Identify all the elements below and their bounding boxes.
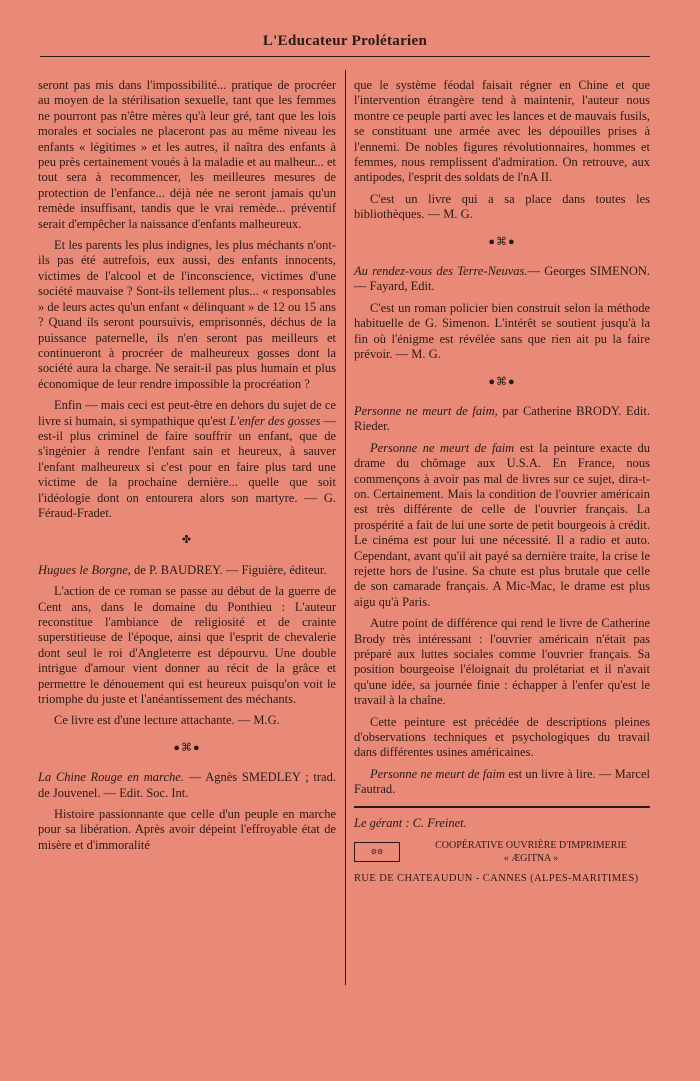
- review-title: La Chine Rouge en marche.: [38, 770, 184, 785]
- article-paragraph: [38, 398, 336, 521]
- ornament-separator: ●⌘●: [488, 235, 516, 248]
- article-continuation-paragraph: seront pas mis dans l'impossibilité... pratique de procréer au moyen de la stérilisation sexuelle, tant que les femmes ne pourront pas n'être mères qu'à leur gré, tant que les lois morales et sociales ne placeront pas au même niveau les enfants « légitimes » et les autres, il naîtra des enfants à peu près certainement voués à la maladie et au malheur... et tout sera à recommencer, les meilleures mesures de protection de l'enfance... déjà née ne seront jamais qu'un remède insuffisant, tandis que le vrai remède... préventif serait d'empêcher la naissance d'enfants malheureux.: [38, 78, 336, 231]
- review-heading: [38, 563, 336, 578]
- review-heading: [354, 404, 650, 435]
- review-paragraph: L'action de ce roman se passe au début de la guerre de Cent ans, dans le domaine du Ponthieu : L'auteur reconstitue l'ambiance de religiosité et de crainte superstitieuse de l'époque, ainsi que l'esprit de chevalerie dont seul le roi d'Angleterre est dépourvu. Une double intrigue d'amour vient donner au récit de la grâce et permettre le dénouement qui est heureux puisqu'on voit le triomphe du juste et l'anéantissement des méchants.: [38, 584, 336, 707]
- paragraph-text: est la peinture exacte du drame du chômage aux U.S.A. En France, nous commençons à avoir pas mal de livres sur ce sujet, dira-t-on. Certainement. Mais la condition de l'ouvrier américain est très différente de celle de l'ouvrier français. La prospérité a fait de lui une sorte de petit bourgeois à crédit. Le cinéma est pour lui une nécessité. Il a radio et auto. Cependant, avant qu'il ait payé sa dernière traite, la crise le rejette hors de l'usine. Sa chute est plus brutale que celle de son camarade français. A Mic-Mac, le drame est plus aigu qu'à Paris.: [354, 440, 650, 609]
- review-continuation-paragraph: que le système féodal faisait régner en Chine et que l'intervention étrangère tend à maintenir, l'auteur nous montre ce peuple parti avec les lances et de mauvais fusils, se constituant une armée avec les dépouilles prises à l'ennemi. De nobles figures révolutionnaires, hommes et femmes, nous remplissent d'admiration. On retrouve, aux antipodes, l'esprit des soldats de l'nA II.: [354, 78, 650, 185]
- review-heading: [38, 770, 336, 801]
- review-paragraph: C'est un roman policier bien construit selon la méthode habituelle de G. Simenon. L'intérêt se soutient jusqu'à la fin où l'énigme est révélée sans que rien ait pu la faire prévoir. — M. G.: [354, 300, 650, 362]
- printer-name: [412, 839, 650, 865]
- ornament-separator: ✤: [181, 534, 193, 547]
- printer-block: [354, 839, 650, 865]
- left-column: [38, 78, 336, 859]
- article-paragraph: Et les parents les plus indignes, les plus méchants n'ont-ils pas été autrefois, eux aussi, des enfants innocents, victimes de l'alcool et de l'inconscience, victimes d'une société mauvaise ? Sont-ils tellement plus... « responsables » de leurs actes qu'un enfant « délinquant » de 12 ou 15 ans ? Quand ils seront poursuivis, emprisonnés, déchus de la puissance paternelle, ils n'en seront pas meilleurs et continueront à procréer de malheureux gosses dont la société aura la charge. Ne serait-il pas plus humain et plus économique de leur rendre impossible la procréation ?: [38, 238, 336, 391]
- book-title: Personne ne meurt de faim: [370, 440, 515, 455]
- ornament-separator: ●⌘●: [488, 375, 516, 388]
- review-paragraph: [354, 767, 650, 798]
- review-title: Au rendez-vous des Terre-Neuvas.: [354, 264, 528, 279]
- review-paragraph: [354, 441, 650, 610]
- paragraph-text: — est-il plus criminel de faire souffrir un enfant, que de s'ingénier à rendre l'enfant sain et heureux, à sauver l'enfant malheureux si c'est pour en faire plus tard une victime de la prochaine dernière... quelle que soit l'idéologie dont on entourera alors son martyre. — G. Féraud-Fradet.: [38, 413, 337, 520]
- printer-line-1: COOPÉRATIVE OUVRIÈRE D'IMPRIMERIE: [435, 840, 627, 852]
- review-paragraph: C'est un livre qui a sa place dans toutes les bibliothèques. — M. G.: [354, 191, 650, 222]
- review-paragraph: Histoire passionnante que celle d'un peuple en marche pour sa libération. Après avoir dépeint l'effroyable état de misère et d'immoralité: [38, 807, 336, 852]
- ornament-separator: ●⌘●: [173, 741, 201, 754]
- paragraph-text: est un livre à lire. — Marcel Fautrad.: [354, 766, 650, 797]
- manager-credit: Le gérant : C. Freinet.: [354, 815, 467, 830]
- review-meta: — Georges SIMENON. — Fayard, Edit.: [354, 264, 650, 294]
- review-paragraph: Ce livre est d'une lecture attachante. — M.G.: [54, 713, 280, 728]
- review-paragraph: Cette peinture est précédée de descriptions pleines d'observations techniques et psychologiques du travail dans différentes usines américaines.: [354, 714, 650, 760]
- footer-rule: [354, 806, 650, 808]
- review-paragraph: Autre point de différence qui rend le livre de Catherine Brody très intéressant : l'ouvrier américain n'était pas préparé aux luttes sociales comme l'ouvrier français. Sa position bourgeoise l'éloignait du prolétariat et il n'avait qu'une idée, sa journée finie : échapper à l'enfer qu'est le travail à la chaîne.: [354, 616, 650, 708]
- review-heading: [354, 264, 650, 295]
- book-title: Personne ne meurt de faim: [370, 766, 506, 781]
- press-logo-icon: ⚙⚙: [354, 842, 400, 862]
- book-title: L'enfer des gosses: [229, 413, 321, 428]
- printer-line-2: « ÆGITNA »: [503, 853, 559, 865]
- review-meta: par Catherine BRODY. Edit. Rieder.: [354, 403, 650, 434]
- review-title: Hugues le Borgne,: [38, 562, 131, 577]
- column-divider: [345, 70, 346, 985]
- review-title: Personne ne meurt de faim,: [354, 403, 498, 418]
- right-column: [354, 78, 650, 886]
- paragraph-text: Enfin — mais ceci est peut-être en dehors du sujet de ce livre si humain, si sympathique qu'est: [38, 398, 336, 428]
- page-header: L'Educateur Prolétarien: [40, 26, 650, 57]
- review-meta: de P. BAUDREY. — Figuière, éditeur.: [130, 562, 327, 577]
- printer-address: RUE DE CHATEAUDUN - CANNES (ALPES-MARITIMES): [354, 873, 639, 885]
- review-meta: — Agnès SMEDLEY ; trad. de Jouvenel. — Edit. Soc. Int.: [38, 770, 336, 800]
